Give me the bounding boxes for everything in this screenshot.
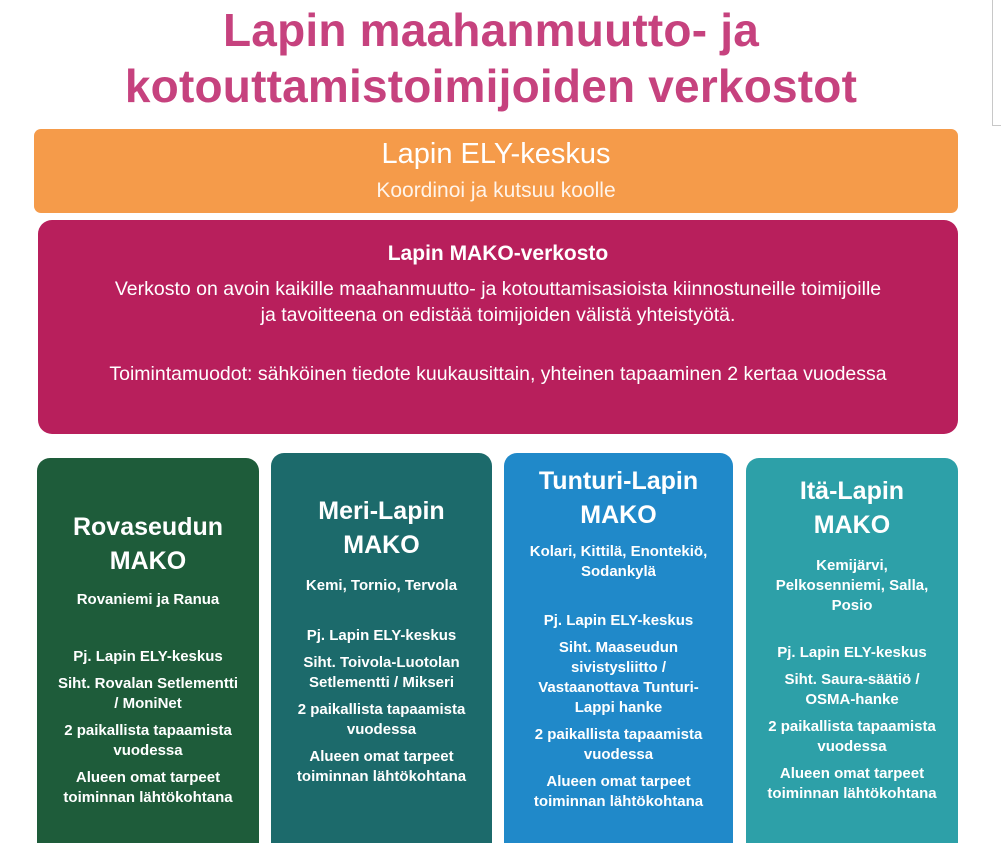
column-meetings-line: 2 paikallista tapaamista [64,722,232,739]
column-chair: Pj. Lapin ELY-keskus [73,648,223,665]
column-needs-line: Alueen omat tarpeet [75,769,221,786]
column-chair: Pj. Lapin ELY-keskus [543,612,694,629]
regional-mako-meri-lappi [271,453,492,843]
column-secretary [41,674,255,714]
column-secretary-line: sivistysliitto / [570,659,667,676]
column-area [750,556,954,616]
column-chair: Pj. Lapin ELY-keskus [306,627,457,644]
column-chair: Pj. Lapin ELY-keskus [777,644,927,661]
mako-description [42,276,954,328]
title-line: kotouttamistoimijoiden verkostot [124,60,858,112]
ely-box [34,129,958,213]
regional-mako-ita-lappi [746,458,958,843]
column-secretary-line: / MoniNet [114,695,182,712]
ely-subtitle: Koordinoi ja kutsuu koolle [376,179,616,202]
column-needs [41,768,255,808]
column-title-line: MAKO [109,547,187,575]
mako-activity: Toimintamuodot: sähköinen tiedote kuukausittain, yhteinen tapaaminen 2 kertaa vuodessa [109,363,887,385]
column-needs-line: Alueen omat tarpeet [779,765,925,782]
column-area-line: Kemijärvi, [816,557,888,574]
column-meetings-line: 2 paikallista tapaamista [297,701,466,718]
column-title-line: MAKO [813,511,891,539]
column-needs-line: toiminnan lähtökohtana [63,789,233,806]
column-meetings [750,717,954,757]
column-title-line: Meri-Lapin [318,497,445,525]
column-meetings [275,700,488,740]
column-secretary [275,653,488,693]
column-title-line: MAKO [580,501,657,529]
column-title-line: Rovaseudun [72,513,224,541]
column-area-line: Posio [831,597,873,614]
column-meetings-line: 2 paikallista tapaamista [768,718,936,735]
column-title [41,510,255,578]
column-secretary-line: Vastaanottava Tunturi- [538,679,699,696]
column-area-line: Pelkosenniemi, Salla, [775,577,929,594]
column-needs-line: toiminnan lähtökohtana [767,785,937,802]
page-title [0,2,982,114]
column-title [750,474,954,542]
column-area [275,576,488,596]
column-secretary-line: OSMA-hanke [805,691,899,708]
column-meetings-line: vuodessa [583,746,654,763]
column-area-line: Sodankylä [580,563,657,580]
column-area-line: Kemi, Tornio, Tervola [305,577,458,594]
column-secretary-line: Siht. Toivola-Luotolan [303,654,460,671]
column-area [508,542,729,582]
column-secretary [508,638,729,718]
column-title [508,464,729,532]
column-area-line: Kolari, Kittilä, Enontekiö, [529,543,708,560]
column-needs [275,747,488,787]
column-title-line: Tunturi-Lapin [538,467,699,495]
column-needs-line: toiminnan lähtökohtana [533,793,704,810]
column-area [41,590,255,610]
column-area-line: Rovaniemi ja Ranua [76,591,220,608]
column-title-line: MAKO [343,531,420,559]
title-line: Lapin maahanmuutto- ja [223,4,759,56]
column-meetings-line: vuodessa [817,738,887,755]
mako-description-line: ja tavoitteena on edistää toimijoiden välistä yhteistyötä. [260,304,736,326]
mako-title: Lapin MAKO-verkosto [387,242,609,265]
column-meetings-line: vuodessa [113,742,183,759]
column-needs [750,764,954,804]
column-secretary-line: Setlementti / Mikseri [308,674,455,691]
column-secretary-line: Lappi hanke [574,699,663,716]
column-secretary-line: Siht. Maaseudun [558,639,679,656]
ely-title: Lapin ELY-keskus [381,138,611,170]
regional-mako-tunturi-lappi [504,453,733,843]
column-meetings [41,721,255,761]
column-needs-line: toiminnan lähtökohtana [296,768,467,785]
frame-edge [992,0,1001,126]
column-meetings-line: 2 paikallista tapaamista [534,726,703,743]
regional-mako-rovaseutu [37,458,259,843]
column-title [275,494,488,562]
column-title-line: Itä-Lapin [799,477,905,505]
column-secretary-line: Siht. Rovalan Setlementti [57,675,239,692]
column-needs [508,772,729,812]
column-meetings-line: vuodessa [346,721,417,738]
mako-description-line: Verkosto on avoin kaikille maahanmuutto- ja kotouttamisasioista kiinnostuneille toimijoille [114,278,882,300]
column-needs-line: Alueen omat tarpeet [309,748,454,765]
column-needs-line: Alueen omat tarpeet [546,773,691,790]
column-secretary-line: Siht. Saura-säätiö / [784,671,920,688]
column-secretary [750,670,954,710]
column-meetings [508,725,729,765]
mako-network-box [38,220,958,434]
